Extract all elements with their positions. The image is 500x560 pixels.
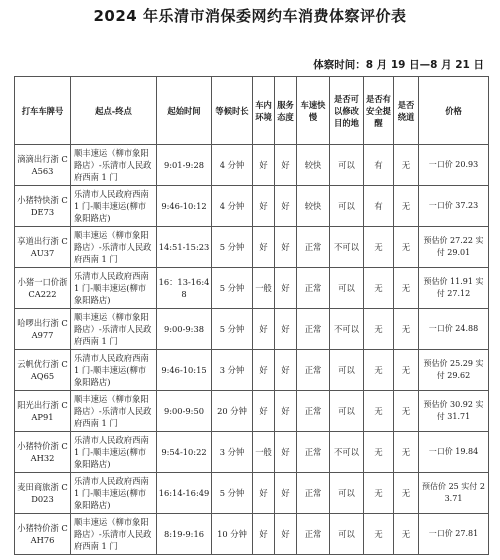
- speed-cell: 正常: [297, 514, 330, 555]
- modify-destination-cell: 可以: [330, 514, 364, 555]
- service-cell: 好: [275, 268, 297, 309]
- table-row: [15, 309, 489, 350]
- wait-time-cell: 20 分钟: [212, 391, 253, 432]
- time-cell: 16：13-16:48: [157, 268, 212, 309]
- service-cell: 好: [275, 391, 297, 432]
- service-cell: 好: [275, 145, 297, 186]
- column-header: 是否可以修改目的地: [330, 77, 364, 145]
- wait-time-cell: 4 分钟: [212, 145, 253, 186]
- time-cell: 9:00-9:50: [157, 391, 212, 432]
- price-cell: 预估价 25 实付 23.71: [419, 473, 489, 514]
- car-plate-cell: 滴滴出行浙 CA563: [15, 145, 71, 186]
- wait-time-cell: 5 分钟: [212, 227, 253, 268]
- service-cell: 好: [275, 227, 297, 268]
- column-header: 等候时长: [212, 77, 253, 145]
- wait-time-cell: 3 分钟: [212, 350, 253, 391]
- column-header: 起始时间: [157, 77, 212, 145]
- detour-cell: 无: [394, 514, 419, 555]
- route-cell: 乐清市人民政府西南 1 门-顺丰速运(柳市象阳路店): [71, 432, 157, 473]
- service-cell: 好: [275, 473, 297, 514]
- modify-destination-cell: 不可以: [330, 432, 364, 473]
- column-header: 车内环境: [253, 77, 275, 145]
- detour-cell: 无: [394, 268, 419, 309]
- wait-time-cell: 5 分钟: [212, 473, 253, 514]
- speed-cell: 正常: [297, 473, 330, 514]
- column-header: 服务态度: [275, 77, 297, 145]
- environment-cell: 一般: [253, 268, 275, 309]
- environment-cell: 好: [253, 309, 275, 350]
- column-header: 打车车牌号: [15, 77, 71, 145]
- detour-cell: 无: [394, 473, 419, 514]
- environment-cell: 一般: [253, 432, 275, 473]
- inspection-period: 体察时间：8 月 19 日—8 月 21 日: [313, 59, 484, 71]
- service-cell: 好: [275, 432, 297, 473]
- wait-time-cell: 4 分钟: [212, 186, 253, 227]
- detour-cell: 无: [394, 432, 419, 473]
- route-cell: 乐清市人民政府西南 1 门-顺丰速运(柳市象阳路店): [71, 473, 157, 514]
- route-cell: 顺丰速运（柳市象阳路店）-乐清市人民政府西南 1 门: [71, 309, 157, 350]
- environment-cell: 好: [253, 391, 275, 432]
- car-plate-cell: 小猪特快浙 CDE73: [15, 186, 71, 227]
- time-cell: 14:51-15:23: [157, 227, 212, 268]
- table-row: [15, 268, 489, 309]
- route-cell: 顺丰速运（柳市象阳路店）-乐清市人民政府西南 1 门: [71, 145, 157, 186]
- table-row: [15, 350, 489, 391]
- wait-time-cell: 10 分钟: [212, 514, 253, 555]
- modify-destination-cell: 不可以: [330, 309, 364, 350]
- safety-reminder-cell: 无: [364, 227, 394, 268]
- price-cell: 预估价 30.92 实付 31.71: [419, 391, 489, 432]
- car-plate-cell: 麦田商旅浙 CD023: [15, 473, 71, 514]
- detour-cell: 无: [394, 186, 419, 227]
- speed-cell: 正常: [297, 309, 330, 350]
- modify-destination-cell: 可以: [330, 391, 364, 432]
- speed-cell: 正常: [297, 432, 330, 473]
- price-cell: 预估价 25.29 实付 29.62: [419, 350, 489, 391]
- evaluation-table: [14, 76, 489, 555]
- price-cell: 一口价 37.23: [419, 186, 489, 227]
- table-row: [15, 227, 489, 268]
- detour-cell: 无: [394, 391, 419, 432]
- car-plate-cell: 小猪一口价浙 CA222: [15, 268, 71, 309]
- route-cell: 顺丰速运（柳市象阳路店）-乐清市人民政府西南 1 门: [71, 391, 157, 432]
- modify-destination-cell: 不可以: [330, 227, 364, 268]
- table-row: [15, 432, 489, 473]
- table-row: [15, 186, 489, 227]
- car-plate-cell: 享道出行浙 CAU37: [15, 227, 71, 268]
- time-cell: 9:54-10:22: [157, 432, 212, 473]
- price-cell: 一口价 20.93: [419, 145, 489, 186]
- column-header: 价格: [419, 77, 489, 145]
- price-cell: 预估价 11.91 实付 27.12: [419, 268, 489, 309]
- time-cell: 16:14-16:49: [157, 473, 212, 514]
- table-row: [15, 391, 489, 432]
- safety-reminder-cell: 无: [364, 309, 394, 350]
- modify-destination-cell: 可以: [330, 473, 364, 514]
- service-cell: 好: [275, 186, 297, 227]
- column-header: 车速快慢: [297, 77, 330, 145]
- wait-time-cell: 3 分钟: [212, 432, 253, 473]
- environment-cell: 好: [253, 227, 275, 268]
- route-cell: 乐清市人民政府西南 1 门-顺丰速运(柳市象阳路店): [71, 268, 157, 309]
- modify-destination-cell: 可以: [330, 186, 364, 227]
- car-plate-cell: 小猪特价浙 CAH76: [15, 514, 71, 555]
- modify-destination-cell: 可以: [330, 145, 364, 186]
- time-cell: 9:00-9:38: [157, 309, 212, 350]
- speed-cell: 正常: [297, 227, 330, 268]
- price-cell: 一口价 19.84: [419, 432, 489, 473]
- service-cell: 好: [275, 514, 297, 555]
- environment-cell: 好: [253, 350, 275, 391]
- detour-cell: 无: [394, 350, 419, 391]
- table-row: [15, 473, 489, 514]
- price-cell: 预估价 27.22 实付 29.01: [419, 227, 489, 268]
- car-plate-cell: 小猪特价浙 CAH32: [15, 432, 71, 473]
- column-header: 是否绕道: [394, 77, 419, 145]
- price-cell: 一口价 24.88: [419, 309, 489, 350]
- time-cell: 9:01-9:28: [157, 145, 212, 186]
- time-cell: 8:19-9:16: [157, 514, 212, 555]
- price-cell: 一口价 27.81: [419, 514, 489, 555]
- speed-cell: 较快: [297, 186, 330, 227]
- detour-cell: 无: [394, 227, 419, 268]
- route-cell: 乐清市人民政府西南 1 门-顺丰速运(柳市象阳路店): [71, 186, 157, 227]
- car-plate-cell: 阳光出行浙 CAP91: [15, 391, 71, 432]
- car-plate-cell: 云帆优行浙 CAQ65: [15, 350, 71, 391]
- route-cell: 乐清市人民政府西南 1 门-顺丰速运(柳市象阳路店): [71, 350, 157, 391]
- safety-reminder-cell: 有: [364, 186, 394, 227]
- time-cell: 9:46-10:15: [157, 350, 212, 391]
- modify-destination-cell: 可以: [330, 350, 364, 391]
- detour-cell: 无: [394, 145, 419, 186]
- safety-reminder-cell: 有: [364, 145, 394, 186]
- safety-reminder-cell: 无: [364, 268, 394, 309]
- environment-cell: 好: [253, 145, 275, 186]
- route-cell: 顺丰速运（柳市象阳路店）-乐清市人民政府西南 1 门: [71, 514, 157, 555]
- modify-destination-cell: 可以: [330, 268, 364, 309]
- speed-cell: 正常: [297, 350, 330, 391]
- speed-cell: 正常: [297, 268, 330, 309]
- environment-cell: 好: [253, 514, 275, 555]
- table-row: [15, 145, 489, 186]
- environment-cell: 好: [253, 473, 275, 514]
- service-cell: 好: [275, 309, 297, 350]
- environment-cell: 好: [253, 186, 275, 227]
- safety-reminder-cell: 无: [364, 350, 394, 391]
- safety-reminder-cell: 无: [364, 514, 394, 555]
- table-header-row: [15, 77, 489, 145]
- time-cell: 9:46-10:12: [157, 186, 212, 227]
- speed-cell: 较快: [297, 145, 330, 186]
- table-row: [15, 514, 489, 555]
- safety-reminder-cell: 无: [364, 432, 394, 473]
- page-title: 2024 年乐清市消保委网约车消费体察评价表: [93, 7, 407, 25]
- detour-cell: 无: [394, 309, 419, 350]
- column-header: 起点-终点: [71, 77, 157, 145]
- route-cell: 顺丰速运（柳市象阳路店）-乐清市人民政府西南 1 门: [71, 227, 157, 268]
- car-plate-cell: 哈啰出行浙 CA977: [15, 309, 71, 350]
- safety-reminder-cell: 无: [364, 391, 394, 432]
- column-header: 是否有安全提醒: [364, 77, 394, 145]
- wait-time-cell: 5 分钟: [212, 309, 253, 350]
- service-cell: 好: [275, 350, 297, 391]
- safety-reminder-cell: 无: [364, 473, 394, 514]
- speed-cell: 正常: [297, 391, 330, 432]
- wait-time-cell: 5 分钟: [212, 268, 253, 309]
